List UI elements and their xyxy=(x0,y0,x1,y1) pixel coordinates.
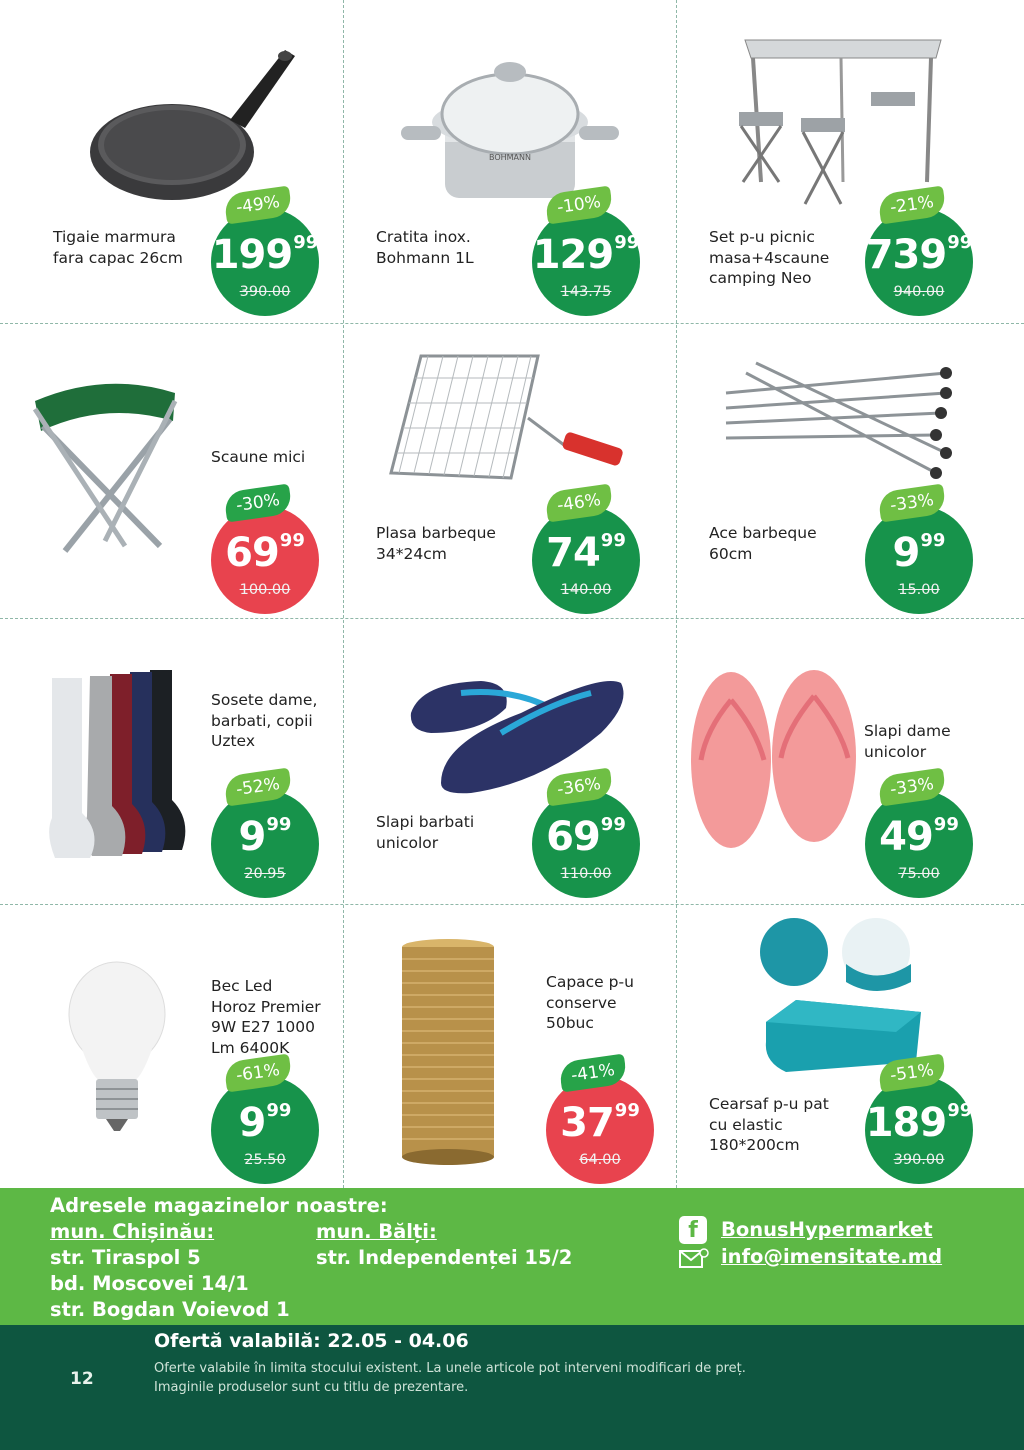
product-name: Cratita inox. Bohmann 1L xyxy=(376,228,474,267)
product-card[interactable] xyxy=(676,904,1009,1188)
product-name: Plasa barbeque 34*24cm xyxy=(376,524,496,563)
led-bulb-icon xyxy=(62,959,172,1139)
address: str. Bogdan Voievod 1 xyxy=(50,1298,290,1321)
facebook-link[interactable]: BonusHypermarket xyxy=(721,1218,933,1241)
price: 19999 xyxy=(211,232,319,278)
price-badge xyxy=(211,490,319,614)
discount-label: -33% xyxy=(877,484,947,523)
product-name: Cearsaf p-u pat cu elastic 180*200cm xyxy=(709,1095,829,1154)
old-price: 390.00 xyxy=(239,284,291,300)
old-price: 64.00 xyxy=(579,1152,621,1168)
disclaimer: Imaginile produselor sunt cu titlu de prezentare. xyxy=(154,1380,469,1395)
price-badge xyxy=(865,774,973,898)
price-badge xyxy=(211,774,319,898)
old-price: 100.00 xyxy=(239,582,291,598)
product-name: Sosete dame, barbati, copii Uztex xyxy=(211,691,318,750)
footer-offer xyxy=(0,1325,1024,1450)
price: 12999 xyxy=(532,232,640,278)
city-chisinau: mun. Chișinău: xyxy=(50,1220,215,1243)
product-card[interactable] xyxy=(676,0,1009,323)
email-link[interactable]: info@imensitate.md xyxy=(721,1245,943,1268)
discount-label: -61% xyxy=(223,1054,293,1093)
addresses-title: Adresele magazinelor noastre: xyxy=(50,1194,388,1217)
price: 4999 xyxy=(879,814,959,860)
price: 73999 xyxy=(865,232,973,278)
picnic-set-icon xyxy=(731,32,951,212)
product-card[interactable] xyxy=(343,0,676,323)
product-card[interactable] xyxy=(0,323,333,618)
discount-label: -41% xyxy=(558,1054,628,1093)
discount-label: -30% xyxy=(223,484,293,523)
footer-addresses xyxy=(0,1188,1024,1325)
page-number: 12 xyxy=(70,1369,94,1389)
product-name: Slapi barbati unicolor xyxy=(376,813,475,852)
price: 3799 xyxy=(560,1100,640,1146)
old-price: 110.00 xyxy=(560,866,612,882)
discount-label: -21% xyxy=(877,186,947,225)
svg-text:BOHMANN: BOHMANN xyxy=(488,153,532,162)
discount-label: -46% xyxy=(544,484,614,523)
discount-label: -33% xyxy=(877,768,947,807)
product-card[interactable] xyxy=(0,904,333,1188)
offer-validity: Ofertă valabilă: 22.05 - 04.06 xyxy=(154,1330,469,1352)
discount-label: -10% xyxy=(544,186,614,225)
product-name: Set p-u picnic masa+4scaune camping Neo xyxy=(709,228,830,287)
price-badge xyxy=(865,490,973,614)
price: 18999 xyxy=(865,1100,973,1146)
product-card[interactable] xyxy=(343,618,676,904)
old-price: 25.50 xyxy=(244,1152,286,1168)
product-card[interactable] xyxy=(343,904,676,1188)
folding-stool-icon xyxy=(25,371,195,561)
womens-flip-flops-icon xyxy=(686,670,866,870)
price-badge xyxy=(532,490,640,614)
facebook-icon: f xyxy=(679,1216,707,1244)
product-name: Tigaie marmura fara capac 26cm xyxy=(53,228,183,267)
product-name: Scaune mici xyxy=(211,448,306,466)
price-badge xyxy=(546,1060,654,1184)
price: 999 xyxy=(238,1100,292,1146)
product-card[interactable] xyxy=(0,618,333,904)
price: 999 xyxy=(892,530,946,576)
disclaimer: Oferte valabile în limita stocului existent. La unele articole pot interveni modificari de preț. xyxy=(154,1361,746,1376)
old-price: 75.00 xyxy=(898,866,940,882)
price: 6999 xyxy=(225,530,305,576)
old-price: 143.75 xyxy=(560,284,612,300)
product-name: Capace p-u conserve 50buc xyxy=(546,973,634,1032)
price-badge xyxy=(211,1060,319,1184)
skewers-icon xyxy=(716,353,966,503)
address: bd. Moscovei 14/1 xyxy=(50,1272,249,1295)
product-name: Ace barbeque 60cm xyxy=(709,524,817,563)
discount-label: -52% xyxy=(223,768,293,807)
product-name: Slapi dame unicolor xyxy=(864,722,951,761)
discount-label: -49% xyxy=(223,186,293,225)
old-price: 940.00 xyxy=(893,284,945,300)
discount-label: -51% xyxy=(877,1054,947,1093)
price-badge xyxy=(865,1060,973,1184)
jar-lids-icon xyxy=(398,939,498,1169)
price: 999 xyxy=(238,814,292,860)
city-balti: mun. Bălți: xyxy=(316,1220,437,1243)
product-name: Bec Led Horoz Premier 9W E27 1000 Lm 6400K xyxy=(211,977,321,1057)
product-card[interactable] xyxy=(343,323,676,618)
address: str. Independenței 15/2 xyxy=(316,1246,573,1269)
address: str. Tiraspol 5 xyxy=(50,1246,201,1269)
product-card[interactable] xyxy=(676,618,1009,904)
old-price: 15.00 xyxy=(898,582,940,598)
discount-label: -36% xyxy=(544,768,614,807)
old-price: 20.95 xyxy=(244,866,286,882)
product-card[interactable] xyxy=(676,323,1009,618)
product-card[interactable] xyxy=(0,0,333,323)
price-badge xyxy=(865,192,973,316)
email-icon xyxy=(679,1248,709,1270)
old-price: 140.00 xyxy=(560,582,612,598)
price-badge xyxy=(532,774,640,898)
socks-icon xyxy=(40,660,210,880)
old-price: 390.00 xyxy=(893,1152,945,1168)
price: 7499 xyxy=(546,530,626,576)
price: 6999 xyxy=(546,814,626,860)
price-badge xyxy=(532,192,640,316)
frying-pan-icon xyxy=(80,40,300,210)
price-badge xyxy=(211,192,319,316)
